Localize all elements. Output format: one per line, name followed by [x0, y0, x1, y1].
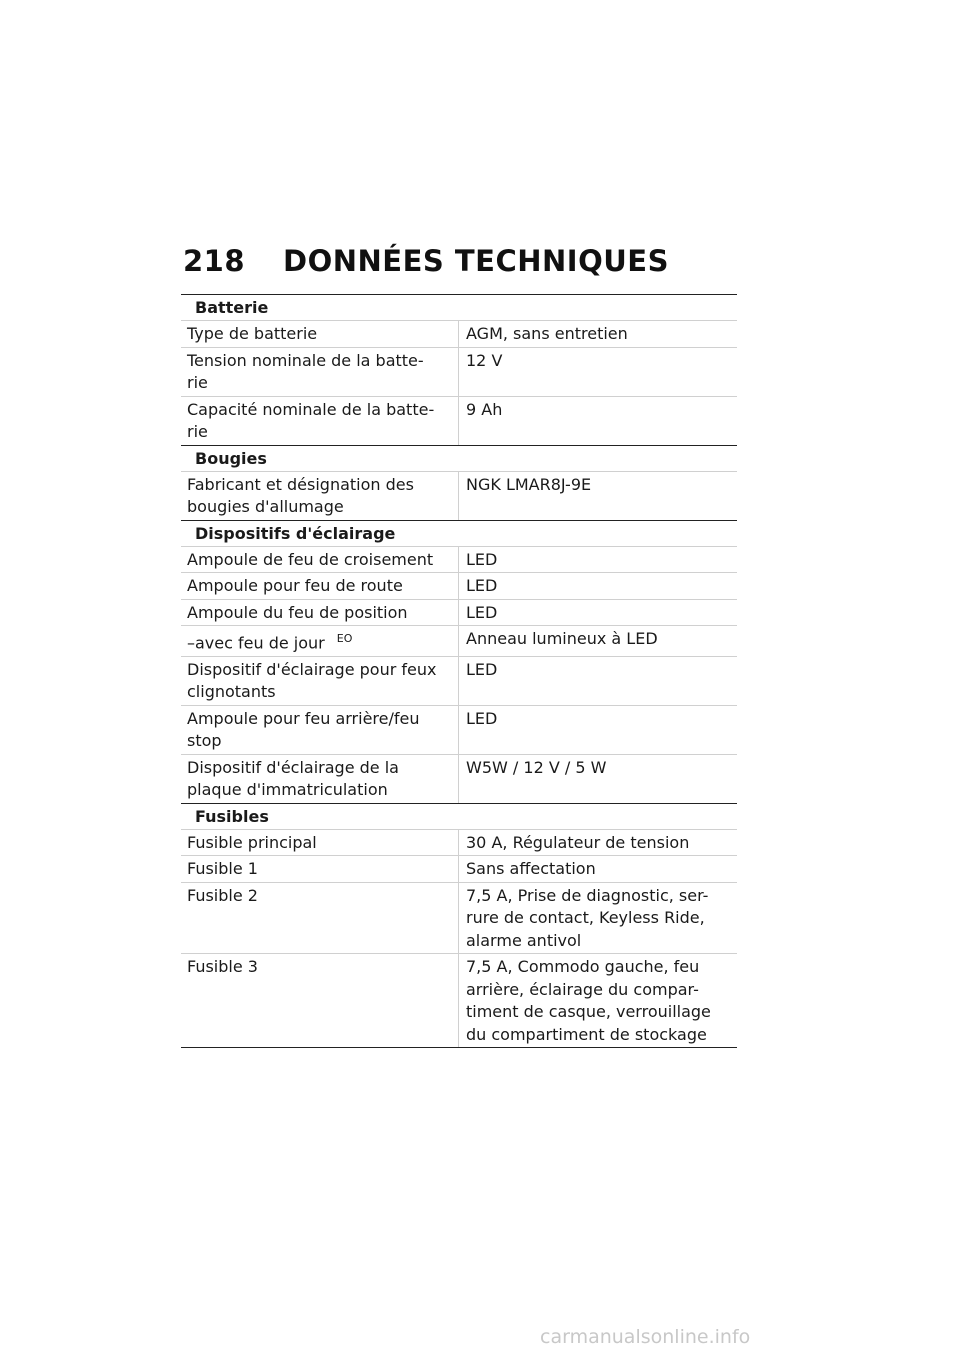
- page-title: DONNÉES TECHNIQUES: [283, 244, 669, 278]
- section-fusibles: [181, 804, 737, 1049]
- row-value: LED: [466, 549, 498, 569]
- row-label: [181, 600, 459, 626]
- row-label: [181, 856, 459, 882]
- row-value: LED: [466, 659, 498, 679]
- row-label-text: Fusible 2: [187, 885, 258, 905]
- row-label: [181, 573, 459, 599]
- row-value: AGM, sans entretien: [466, 324, 628, 343]
- table-row: [181, 626, 737, 657]
- row-value: 7,5 A, Commodo gauche, feu arrière, éclairage du compar- timent de casque, verrouillage du compartiment de stockage: [466, 957, 711, 1044]
- table-row: [181, 856, 737, 883]
- row-value: 12 V: [466, 350, 503, 370]
- section-title: Batterie: [181, 295, 737, 321]
- row-label-text: Fusible 3: [187, 957, 258, 977]
- section-batterie: [181, 295, 737, 446]
- row-label: [181, 397, 459, 445]
- row-label: [181, 883, 459, 954]
- row-label-text: Type de batterie: [187, 324, 318, 343]
- table-row: [181, 830, 737, 857]
- page-number: 218: [183, 244, 246, 278]
- row-label-text: –avec feu de jour: [187, 633, 325, 653]
- row-label: [181, 626, 459, 656]
- row-label-text: Fabricant et désignation des bougies d'allumage: [187, 474, 414, 516]
- row-value: 7,5 A, Prise de diagnostic, ser- rure de contact, Keyless Ride, alarme antivol: [466, 885, 709, 950]
- row-label: [181, 830, 459, 856]
- section-title: Bougies: [181, 446, 737, 472]
- table-row: [181, 954, 737, 1047]
- row-label-text: Ampoule du feu de position: [187, 602, 408, 622]
- row-value: LED: [466, 708, 498, 728]
- row-label: [181, 706, 459, 754]
- row-label: [181, 472, 459, 520]
- section-bougies: [181, 446, 737, 521]
- table-row: [181, 600, 737, 627]
- row-value: NGK LMAR8J-9E: [466, 474, 592, 494]
- row-label-text: Dispositif d'éclairage pour feux clignotants: [187, 659, 437, 702]
- row-label: [181, 755, 459, 803]
- row-label: [181, 547, 459, 573]
- section-dispositifs-d-clairage: [181, 521, 737, 804]
- row-value: 30 A, Régulateur de tension: [466, 832, 690, 852]
- row-label-text: Tension nominale de la batte- rie: [187, 350, 424, 392]
- row-value: LED: [466, 602, 498, 622]
- page-header: [183, 244, 669, 278]
- spec-table: [181, 294, 737, 1048]
- table-row: [181, 472, 737, 520]
- table-row: [181, 397, 737, 445]
- table-row: [181, 706, 737, 755]
- row-value: Anneau lumineux à LED: [466, 629, 658, 648]
- row-label-text: Ampoule pour feu de route: [187, 576, 403, 595]
- table-row: [181, 883, 737, 955]
- row-label: [181, 657, 459, 705]
- row-label: [181, 348, 459, 396]
- row-label-text: Fusible principal: [187, 832, 317, 852]
- row-label-text: Ampoule de feu de croisement: [187, 549, 434, 569]
- row-label-text: Capacité nominale de la batte- rie: [187, 399, 435, 441]
- row-label: [181, 954, 459, 1047]
- row-label-text: Ampoule pour feu arrière/feu stop: [187, 708, 420, 751]
- table-row: [181, 573, 737, 600]
- table-row: [181, 657, 737, 706]
- row-value: 9 Ah: [466, 399, 503, 419]
- row-value: LED: [466, 576, 498, 595]
- option-marker: EO: [336, 632, 353, 645]
- row-label: [181, 321, 459, 347]
- table-row: [181, 547, 737, 574]
- section-title: Dispositifs d'éclairage: [181, 521, 737, 547]
- table-row: [181, 755, 737, 803]
- row-label-text: Fusible 1: [187, 859, 258, 879]
- table-row: [181, 321, 737, 348]
- footer-watermark: carmanualsonline.info: [540, 1326, 751, 1348]
- section-title: Fusibles: [181, 804, 737, 830]
- row-label-text: Dispositif d'éclairage de la plaque d'immatriculation: [187, 757, 399, 800]
- table-row: [181, 348, 737, 397]
- row-value: W5W / 12 V / 5 W: [466, 757, 607, 777]
- row-value: Sans affectation: [466, 859, 596, 879]
